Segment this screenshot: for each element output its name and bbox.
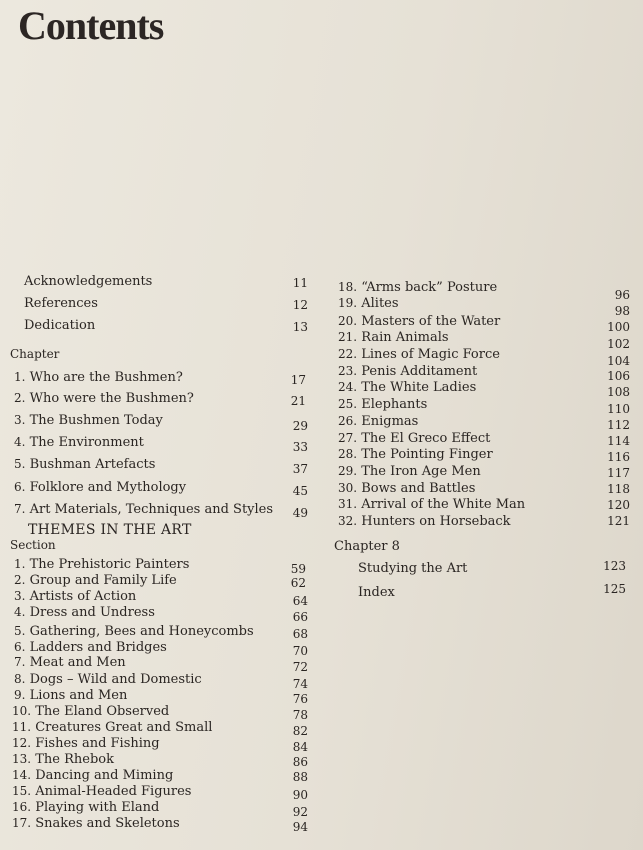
page-number: 59 [290,562,306,576]
page-number: 76 [292,692,308,706]
section-entry: 16. Playing with Eland [12,800,160,815]
section-entry: 31. Arrival of the White Man [338,497,526,512]
section-entry: 26. Enigmas [338,414,419,429]
section-entry: 17. Snakes and Skeletons [12,816,180,831]
chapter-entry: 1. Who are the Bushmen? [14,370,183,385]
page-number: 74 [292,677,308,691]
section-entry: 3. Artists of Action [14,589,137,604]
page-number: 82 [292,724,308,738]
section-entry: 9. Lions and Men [14,688,128,703]
section-entry: 24. The White Ladies [338,380,477,395]
page-title: Contents [18,3,164,48]
section-entry: 1. The Prehistoric Painters [14,557,190,572]
section-entry: 12. Fishes and Fishing [12,736,160,751]
entry-label: Index [358,585,395,600]
entry-label: Studying the Art [358,561,468,576]
page-number: 11 [292,276,308,290]
page-number: 68 [292,627,308,641]
section-entry: 4. Dress and Undress [14,605,155,620]
page-number: 108 [607,385,630,399]
section-entry: 21. Rain Animals [338,330,449,345]
page-number: 100 [607,320,630,334]
section-entry: 23. Penis Additament [338,364,478,379]
themes-heading: THEMES IN THE ART [28,522,192,538]
page-number: 88 [292,770,308,784]
page-number: 94 [292,820,308,834]
page-number: 106 [607,369,630,383]
front-matter-item [24,274,152,289]
page-number: 17 [290,373,306,387]
section-entry: 8. Dogs – Wild and Domestic [14,672,202,687]
page-number: 90 [292,788,308,802]
back-matter-item [358,585,395,600]
chapter-entry: 4. The Environment [14,435,144,450]
page-number: 33 [292,440,308,454]
page-number: 12 [292,298,308,312]
page-number: 104 [607,354,630,368]
page-number: 37 [292,462,308,476]
page-number: 70 [292,644,308,658]
entry-label: Dedication [24,318,96,333]
chapter-entry: 3. The Bushmen Today [14,413,163,428]
chapter-entry: 6. Folklore and Mythology [14,480,187,495]
page-number: 120 [607,498,630,512]
section-entry: 10. The Eland Observed [12,704,170,719]
page-number: 21 [290,394,306,408]
page-number: 114 [607,434,630,448]
chapter-entry: 2. Who were the Bushmen? [14,391,194,406]
section-entry: 15. Animal-Headed Figures [12,784,192,799]
page-number: 72 [292,660,308,674]
section-entry: 18. “Arms back” Posture [338,280,498,295]
section-entry: 19. Alites [338,296,399,311]
page-number: 66 [292,610,308,624]
page-number: 92 [292,805,308,819]
chapter-8-heading: Chapter 8 [334,539,400,554]
page-number: 13 [292,320,308,334]
page-number: 45 [292,484,308,498]
page-number: 86 [292,755,308,769]
page-number: 102 [607,337,630,351]
page-number: 84 [292,740,308,754]
section-entry: 5. Gathering, Bees and Honeycombs [14,624,254,639]
chapter-entry: 7. Art Materials, Techniques and Styles [14,502,274,517]
entry-label: References [24,296,98,311]
chapter-label: Chapter [10,347,60,361]
front-matter-item [24,296,98,311]
section-entry: 6. Ladders and Bridges [14,640,167,655]
section-entry: 29. The Iron Age Men [338,464,481,479]
page-number: 62 [290,576,306,590]
page-number: 118 [607,482,630,496]
page-number: 29 [292,419,308,433]
front-matter-item [24,318,95,333]
page-number: 112 [607,418,630,432]
page-number: 64 [292,594,308,608]
entry-label: Acknowledgements [24,274,153,289]
section-label: Section [10,538,56,552]
section-entry: 7. Meat and Men [14,655,126,670]
page-number: 78 [292,708,308,722]
page-number: 121 [607,514,630,528]
section-entry: 13. The Rhebok [12,752,114,767]
page-number: 117 [607,466,630,480]
section-entry: 14. Dancing and Miming [12,768,174,783]
section-entry: 28. The Pointing Finger [338,447,493,462]
page-number: 125 [603,582,626,596]
section-entry: 27. The El Greco Effect [338,431,491,446]
section-entry: 32. Hunters on Horseback [338,514,511,529]
section-entry: 25. Elephants [338,397,428,412]
chapter-entry: 5. Bushman Artefacts [14,457,156,472]
back-matter-item [358,561,467,576]
section-entry: 2. Group and Family Life [14,573,177,588]
page-number: 49 [292,506,308,520]
page-number: 123 [603,559,626,573]
page-number: 96 [614,288,630,302]
section-entry: 30. Bows and Battles [338,481,476,496]
section-entry: 11. Creatures Great and Small [12,720,213,735]
section-entry: 22. Lines of Magic Force [338,347,500,362]
section-entry: 20. Masters of the Water [338,314,501,329]
page-number: 110 [607,402,630,416]
page-number: 116 [607,450,630,464]
page-number: 98 [614,304,630,318]
